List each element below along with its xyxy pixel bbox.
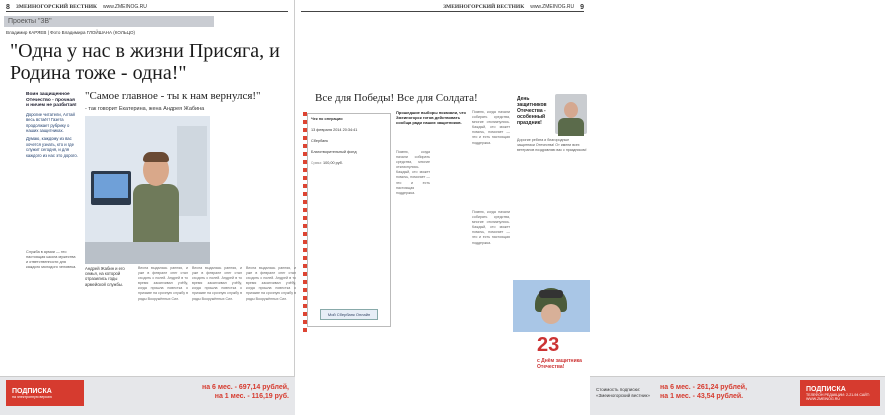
page-headline: Все для Победы! Все для Солдата! xyxy=(315,92,478,104)
subscription-prices xyxy=(202,383,289,401)
article-lead: Прошедшие выборы показали, что Змеиногорск готов действовать сообща ради наших защитников. xyxy=(396,110,466,126)
page-number: 9 xyxy=(580,3,584,11)
article-column: Помню, когда начали собирать средства, многие откликнулись. Каждый, кто может помочь, помогает — это и есть настоящая поддержка. xyxy=(472,110,510,145)
price-line: на 1 мес. - 116,19 руб. xyxy=(214,393,289,400)
left-page xyxy=(0,0,295,415)
subscription-badge xyxy=(800,380,880,406)
article-column: Помню, когда начали собирать средства, многие откликнулись. Каждый, кто может помочь, помогает — это и есть настоящая поддержка. xyxy=(472,210,510,245)
photo-background xyxy=(177,126,207,216)
left-column xyxy=(26,92,78,161)
left-column-para: Дорогие читатели, Алтай весь встаёт! Газета продолжает рубрику о наших защитниках. xyxy=(26,111,75,133)
computer-monitor xyxy=(91,171,131,205)
holiday-card xyxy=(535,332,590,376)
byline: Владимир КАРЯЕВ | Фото Владимира ГЛОЙШАНА (КОЛЬЦО) xyxy=(6,30,135,35)
subscription-prices xyxy=(660,383,747,401)
article-column: Помню, когда начали собирать средства, многие откликнулись. Каждый, кто может помочь, помогает — это и есть настоящая поддержка. xyxy=(396,150,430,195)
left-lower-text: Служба в армии — это настоящая школа мужества и ответственности для каждого молодого человека. xyxy=(26,250,77,269)
publication-name: ЗМЕИНОГОРСКИЙ ВЕСТНИК xyxy=(15,4,97,10)
desk xyxy=(85,242,210,264)
receipt-amount: 100,00 руб. xyxy=(322,161,343,165)
subscription-badge xyxy=(6,380,84,406)
holiday-date-number: 23 xyxy=(537,334,560,356)
subscription-ad-electronic[interactable] xyxy=(0,376,295,415)
subscription-ad-print[interactable] xyxy=(590,376,885,415)
masthead xyxy=(301,3,584,12)
badge-subtitle: на электронную версию xyxy=(12,394,52,399)
article-body xyxy=(138,266,296,302)
page-number: 8 xyxy=(6,3,10,11)
sidebar-text: Дорогие ребята и благородные защитники Отечества! От имени всех ветеранов поздравляю вас с праздником! xyxy=(517,138,587,152)
price-line: на 1 мес. - 43,54 рублей. xyxy=(660,393,744,400)
soldier-illustration xyxy=(513,280,590,332)
payment-receipt xyxy=(307,113,391,327)
project-label: Проекты "3В" xyxy=(4,16,214,27)
photo-caption: Андрей Жабин и его семья, на которой отразились годы армейской службы. xyxy=(85,266,125,287)
article-quote: "Самое главное - ты к нам вернулся!" xyxy=(85,90,261,102)
holiday-text: с Днём защитника Отечества! xyxy=(537,358,582,370)
publication-site: www.ZMEINOG.RU xyxy=(102,4,147,10)
badge-title: ПОДПИСКА xyxy=(12,387,52,395)
sidebar-title: День защитников Отечества - особенный праздник! xyxy=(517,96,547,126)
badge-subtitle: ТЕЛЕФОН РЕДАКЦИИ: 2-21-94 САЙТ: WWW.ZMEINOG.RU xyxy=(806,392,871,401)
price-line: на 6 мес. - 261,24 рублей, xyxy=(660,384,748,391)
right-page xyxy=(295,0,871,415)
left-column-title: Воин защищенное Отечество - прочная и ничем не разбитая! xyxy=(26,92,77,109)
sberbank-online-button[interactable]: Мой Сбербанк Онлайн xyxy=(320,309,378,320)
article-column: Весна выдалась ранняя, и уже в феврале снег стал сходить с полей. Андрей в то время заканчивал учёбу, когда пришла повестка о призыве на срочную службу в ряды Вооружённых Сил. xyxy=(138,266,188,301)
article-column: Весна выдалась ранняя, и уже в феврале снег стал сходить с полей. Андрей в то время заканчивал учёбу, когда пришла повестка о призыве на срочную службу в ряды Вооружённых Сил. xyxy=(192,266,242,301)
page-headline: "Одна у нас в жизни Присяга, и Родина тоже - одна!" xyxy=(10,40,280,84)
left-column-para: Думаю, каждому из вас хочется узнать, кто и где служит сегодня, и для каждого из нас это дорого. xyxy=(26,136,78,158)
masthead xyxy=(6,3,288,12)
receipt-bank: Сбербанк xyxy=(311,139,329,143)
receipt-service: Благотворительный фонд xyxy=(311,150,357,154)
article-photo xyxy=(85,116,210,264)
receipt-title: Чек по операции xyxy=(311,117,343,121)
price-line: на 6 мес. - 697,14 рублей, xyxy=(201,384,289,391)
article-subtitle: - так говорит Екатерина, жена Андрея Жабина xyxy=(85,106,205,112)
veteran-portrait xyxy=(555,94,587,134)
publication-site: www.ZMEINOG.RU xyxy=(530,4,575,10)
receipt-amount-label: Сумма: xyxy=(311,161,322,165)
subscription-cost-label: Стоимость подписки: «Змеиногорский вестник» xyxy=(596,387,650,398)
receipt-date: 13 февраля 2014 20:34:41 xyxy=(311,128,358,132)
badge-title: ПОДПИСКА xyxy=(806,385,846,393)
publication-name: ЗМЕИНОГОРСКИЙ ВЕСТНИК xyxy=(443,4,525,10)
article-column: Весна выдалась ранняя, и уже в феврале снег стал сходить с полей. Андрей в то время заканчивал учёбу, когда пришла повестка о призыве на срочную службу в ряды Вооружённых Сил. xyxy=(246,266,296,301)
